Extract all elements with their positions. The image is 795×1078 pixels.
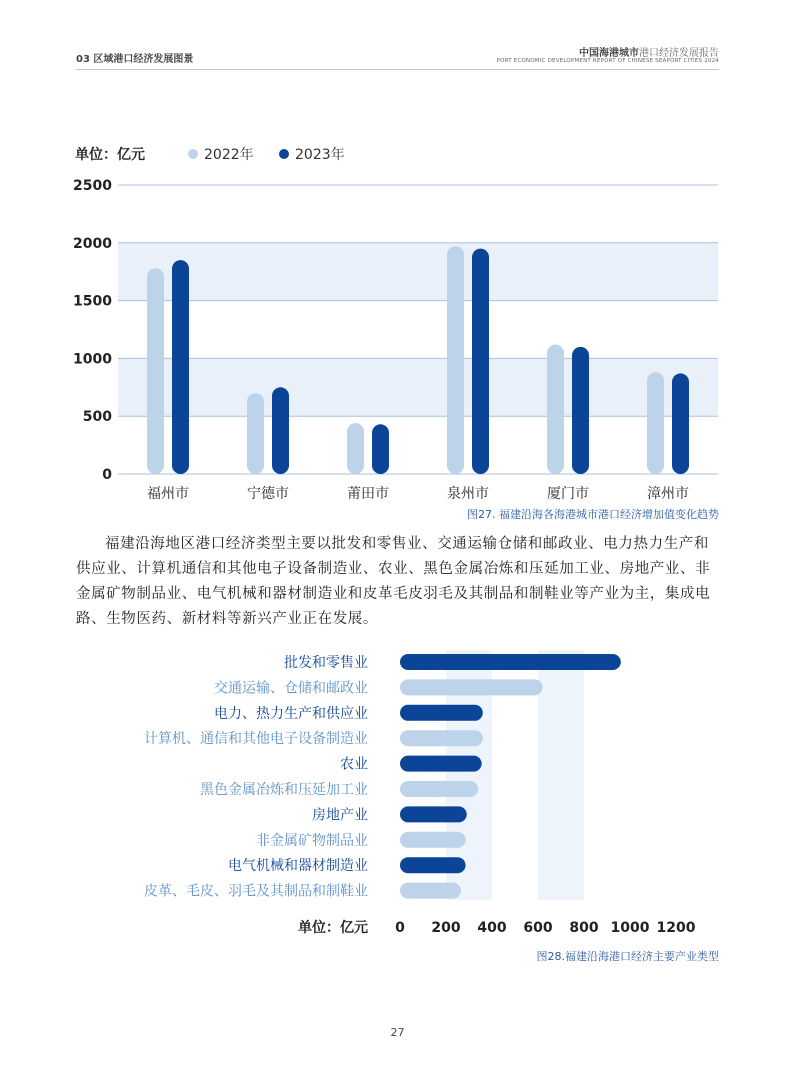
bar-2023 bbox=[372, 424, 389, 474]
chart2-horizontal-bar-chart bbox=[0, 640, 795, 940]
hbar bbox=[400, 756, 482, 772]
category-label: 农业 bbox=[340, 756, 368, 773]
category-label: 黑色金属冶炼和压延加工业 bbox=[200, 782, 368, 798]
x-tick-label: 1000 bbox=[610, 920, 650, 936]
x-category-label: 宁德市 bbox=[247, 486, 289, 502]
hbar bbox=[400, 679, 543, 695]
x-category-label: 厦门市 bbox=[547, 486, 589, 502]
category-label: 房地产业 bbox=[312, 807, 368, 824]
x-tick-label: 400 bbox=[477, 920, 507, 936]
bar-2023 bbox=[572, 347, 589, 474]
x-category-label: 泉州市 bbox=[447, 486, 489, 502]
report-title-en: PORT ECONOMIC DEVELOPMENT REPORT OF CHINESE SEAPORT CITIES 2024 bbox=[496, 58, 719, 64]
bar-2023 bbox=[672, 373, 689, 474]
grid-band bbox=[118, 358, 718, 416]
hbar bbox=[400, 654, 621, 670]
chart1-unit-label: 单位：亿元 bbox=[75, 147, 145, 163]
x-category-label: 莆田市 bbox=[347, 486, 389, 502]
category-label: 皮革、毛皮、羽毛及其制品和制鞋业 bbox=[144, 883, 368, 900]
hbar bbox=[400, 883, 461, 899]
grid-band bbox=[538, 650, 584, 900]
chart1-caption: 图27. 福建沿海各海港城市港口经济增加值变化趋势 bbox=[467, 508, 719, 521]
legend-label-2022: 2022年 bbox=[204, 147, 254, 163]
category-label: 非金属矿物制品业 bbox=[256, 832, 368, 849]
category-label: 电气机械和器材制造业 bbox=[228, 858, 368, 875]
hbar bbox=[400, 705, 483, 721]
bar-2022 bbox=[247, 393, 264, 474]
y-tick-label: 2000 bbox=[73, 235, 112, 252]
report-title-bold: 中国海港城市 bbox=[579, 48, 639, 59]
y-tick-label: 500 bbox=[82, 409, 112, 426]
y-tick-label: 1500 bbox=[73, 293, 112, 310]
page-number: 27 bbox=[390, 1026, 405, 1039]
x-category-label: 福州市 bbox=[147, 486, 189, 502]
legend-label-2023: 2023年 bbox=[295, 147, 345, 163]
bar-2023 bbox=[472, 249, 489, 474]
y-tick-label: 1000 bbox=[73, 351, 112, 368]
y-tick-label: 2500 bbox=[73, 178, 112, 194]
category-label: 批发和零售业 bbox=[284, 655, 368, 671]
x-tick-label: 0 bbox=[395, 920, 405, 936]
report-title-rest: 港口经济发展报告 bbox=[639, 48, 719, 59]
body-paragraph: 福建沿海地区港口经济类型主要以批发和零售业、交通运输仓储和邮政业、电力热力生产和供应业、计算机通信和其他电子设备制造业、农业、黑色金属冶炼和压延加工业、房地产业、非金属矿物制品业、电气机械和器材制造业和皮革毛皮羽毛及其制品和制鞋业等产业为主，集成电路、生物医药、新材料等新兴产业正在发展。 bbox=[76, 536, 711, 627]
x-category-label: 漳州市 bbox=[647, 486, 689, 502]
hbar bbox=[400, 857, 466, 873]
chart2-unit-label: 单位：亿元 bbox=[298, 920, 368, 936]
y-tick-label: 0 bbox=[102, 467, 112, 483]
x-tick-label: 800 bbox=[569, 920, 599, 936]
category-label: 电力、热力生产和供应业 bbox=[214, 705, 368, 722]
category-label: 交通运输、仓储和邮政业 bbox=[214, 680, 368, 697]
category-label: 计算机、通信和其他电子设备制造业 bbox=[144, 731, 368, 748]
hbar bbox=[400, 730, 483, 746]
hbar bbox=[400, 832, 466, 848]
hbar bbox=[400, 806, 467, 822]
chart2-caption: 图28.福建沿海港口经济主要产业类型 bbox=[536, 950, 719, 963]
bar-2023 bbox=[272, 387, 289, 474]
bar-2022 bbox=[347, 423, 364, 474]
hbar bbox=[400, 781, 478, 797]
x-tick-label: 1200 bbox=[656, 920, 696, 936]
x-tick-label: 200 bbox=[431, 920, 461, 936]
bar-2023 bbox=[172, 260, 189, 474]
bar-2022 bbox=[547, 345, 564, 474]
x-tick-label: 600 bbox=[523, 920, 553, 936]
bar-2022 bbox=[147, 268, 164, 474]
grid-band bbox=[118, 243, 718, 301]
bar-2022 bbox=[647, 372, 664, 474]
bar-2022 bbox=[447, 246, 464, 474]
section-title: 03 区域港口经济发展图景 bbox=[76, 54, 194, 65]
chart1-vertical-bar-chart bbox=[0, 0, 795, 530]
